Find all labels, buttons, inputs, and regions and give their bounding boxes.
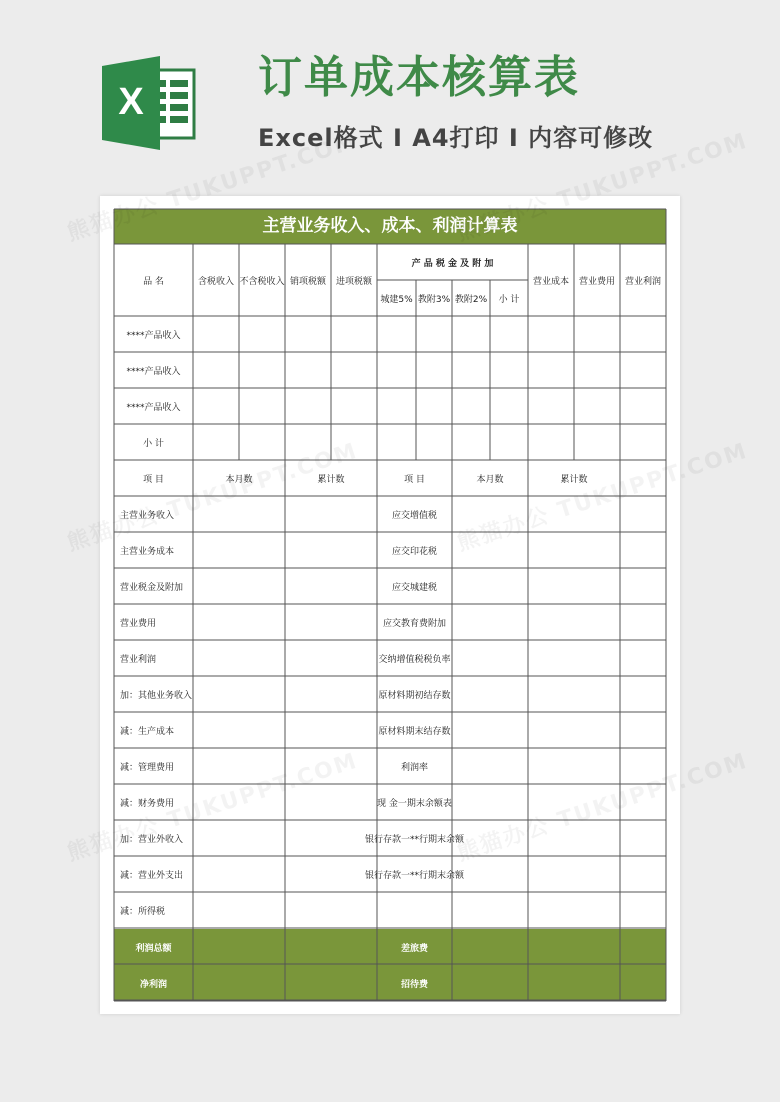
- left-item-label: 加：其他业务收入: [120, 690, 193, 701]
- header-local-edu-surcharge: 教附2%: [454, 294, 488, 305]
- right-item-label: 应交印花税: [391, 546, 437, 557]
- left-item-label: 减：财务费用: [120, 798, 175, 809]
- left-item-label: 减：营业外支出: [120, 870, 184, 881]
- right-item-label: 应交城建税: [391, 582, 437, 593]
- page-subtitle: Excel格式 I A4打印 I 内容可修改: [258, 124, 654, 152]
- right-item-label: 应交教育费附加: [382, 618, 446, 629]
- right-item-label: 利润率: [400, 762, 428, 773]
- left-item-label: 营业利润: [120, 654, 157, 665]
- header-output-tax: 销项税额: [289, 276, 326, 287]
- right-item-label: 银行存款一**行期末余额: [365, 834, 465, 845]
- header-input-tax: 进项税额: [335, 276, 372, 287]
- header-city-tax: 城建5%: [380, 294, 413, 305]
- left-item-label: 营业费用: [120, 618, 157, 629]
- left-item-label: 主营业务成本: [120, 546, 175, 557]
- calculation-sheet: [114, 209, 666, 1001]
- header-tax-included: 含税收入: [197, 276, 234, 287]
- left-item-label: 减：管理费用: [120, 762, 175, 773]
- header-surcharge-group: 产 品 税 金 及 附 加: [411, 258, 494, 269]
- right-item-label: 交纳增值税税负率: [378, 654, 451, 665]
- summary-header-cumulative-right: 累计数: [560, 474, 588, 485]
- header-subtotal: 小 计: [498, 294, 520, 305]
- product-row-label: ****产品收入: [126, 330, 181, 341]
- excel-logo-letter: X: [118, 81, 144, 123]
- product-row-label: ****产品收入: [126, 366, 181, 377]
- footer-left-label: 净利润: [139, 979, 167, 990]
- right-item-label: [377, 892, 452, 928]
- left-item-label: 减：生产成本: [120, 726, 175, 737]
- left-item-label: 加：营业外收入: [120, 834, 184, 845]
- header-operating-profit: 营业利润: [624, 276, 661, 287]
- right-item-label: 原材料期末结存数: [378, 726, 451, 737]
- header-name: 品 名: [143, 276, 164, 287]
- summary-header-item: 项 目: [143, 474, 164, 485]
- right-item-label: 银行存款一**行期末余额: [365, 870, 465, 881]
- header-tax-excluded: 不含税收入: [239, 276, 285, 287]
- right-item-label: 原材料期初结存数: [378, 690, 451, 701]
- summary-header-cumulative: 累计数: [317, 474, 345, 485]
- footer-right-label: 差旅费: [400, 943, 428, 954]
- right-item-label: 应交增值税: [391, 510, 437, 521]
- right-item-label: 现 金一期末余额表: [377, 798, 452, 809]
- left-item-label: 减：所得税: [120, 906, 166, 917]
- product-row-label: 小 计: [143, 438, 164, 449]
- left-item-label: 营业税金及附加: [120, 582, 184, 593]
- left-item-label: 主营业务收入: [120, 510, 175, 521]
- header-operating-cost: 营业成本: [532, 276, 569, 287]
- summary-header-month-right: 本月数: [476, 474, 504, 485]
- sheet-title: 主营业务收入、成本、利润计算表: [114, 209, 666, 244]
- product-row-label: ****产品收入: [126, 402, 181, 413]
- footer-right-label: 招待费: [400, 979, 428, 990]
- header-operating-expense: 营业费用: [578, 276, 615, 287]
- footer-left-label: 利润总额: [135, 943, 172, 954]
- summary-header-item-right: 项 目: [404, 474, 425, 485]
- page-title: 订单成本核算表: [258, 52, 580, 103]
- header-edu-surcharge: 教附3%: [417, 294, 451, 305]
- summary-header-month: 本月数: [225, 474, 253, 485]
- excel-logo-icon: [102, 56, 198, 150]
